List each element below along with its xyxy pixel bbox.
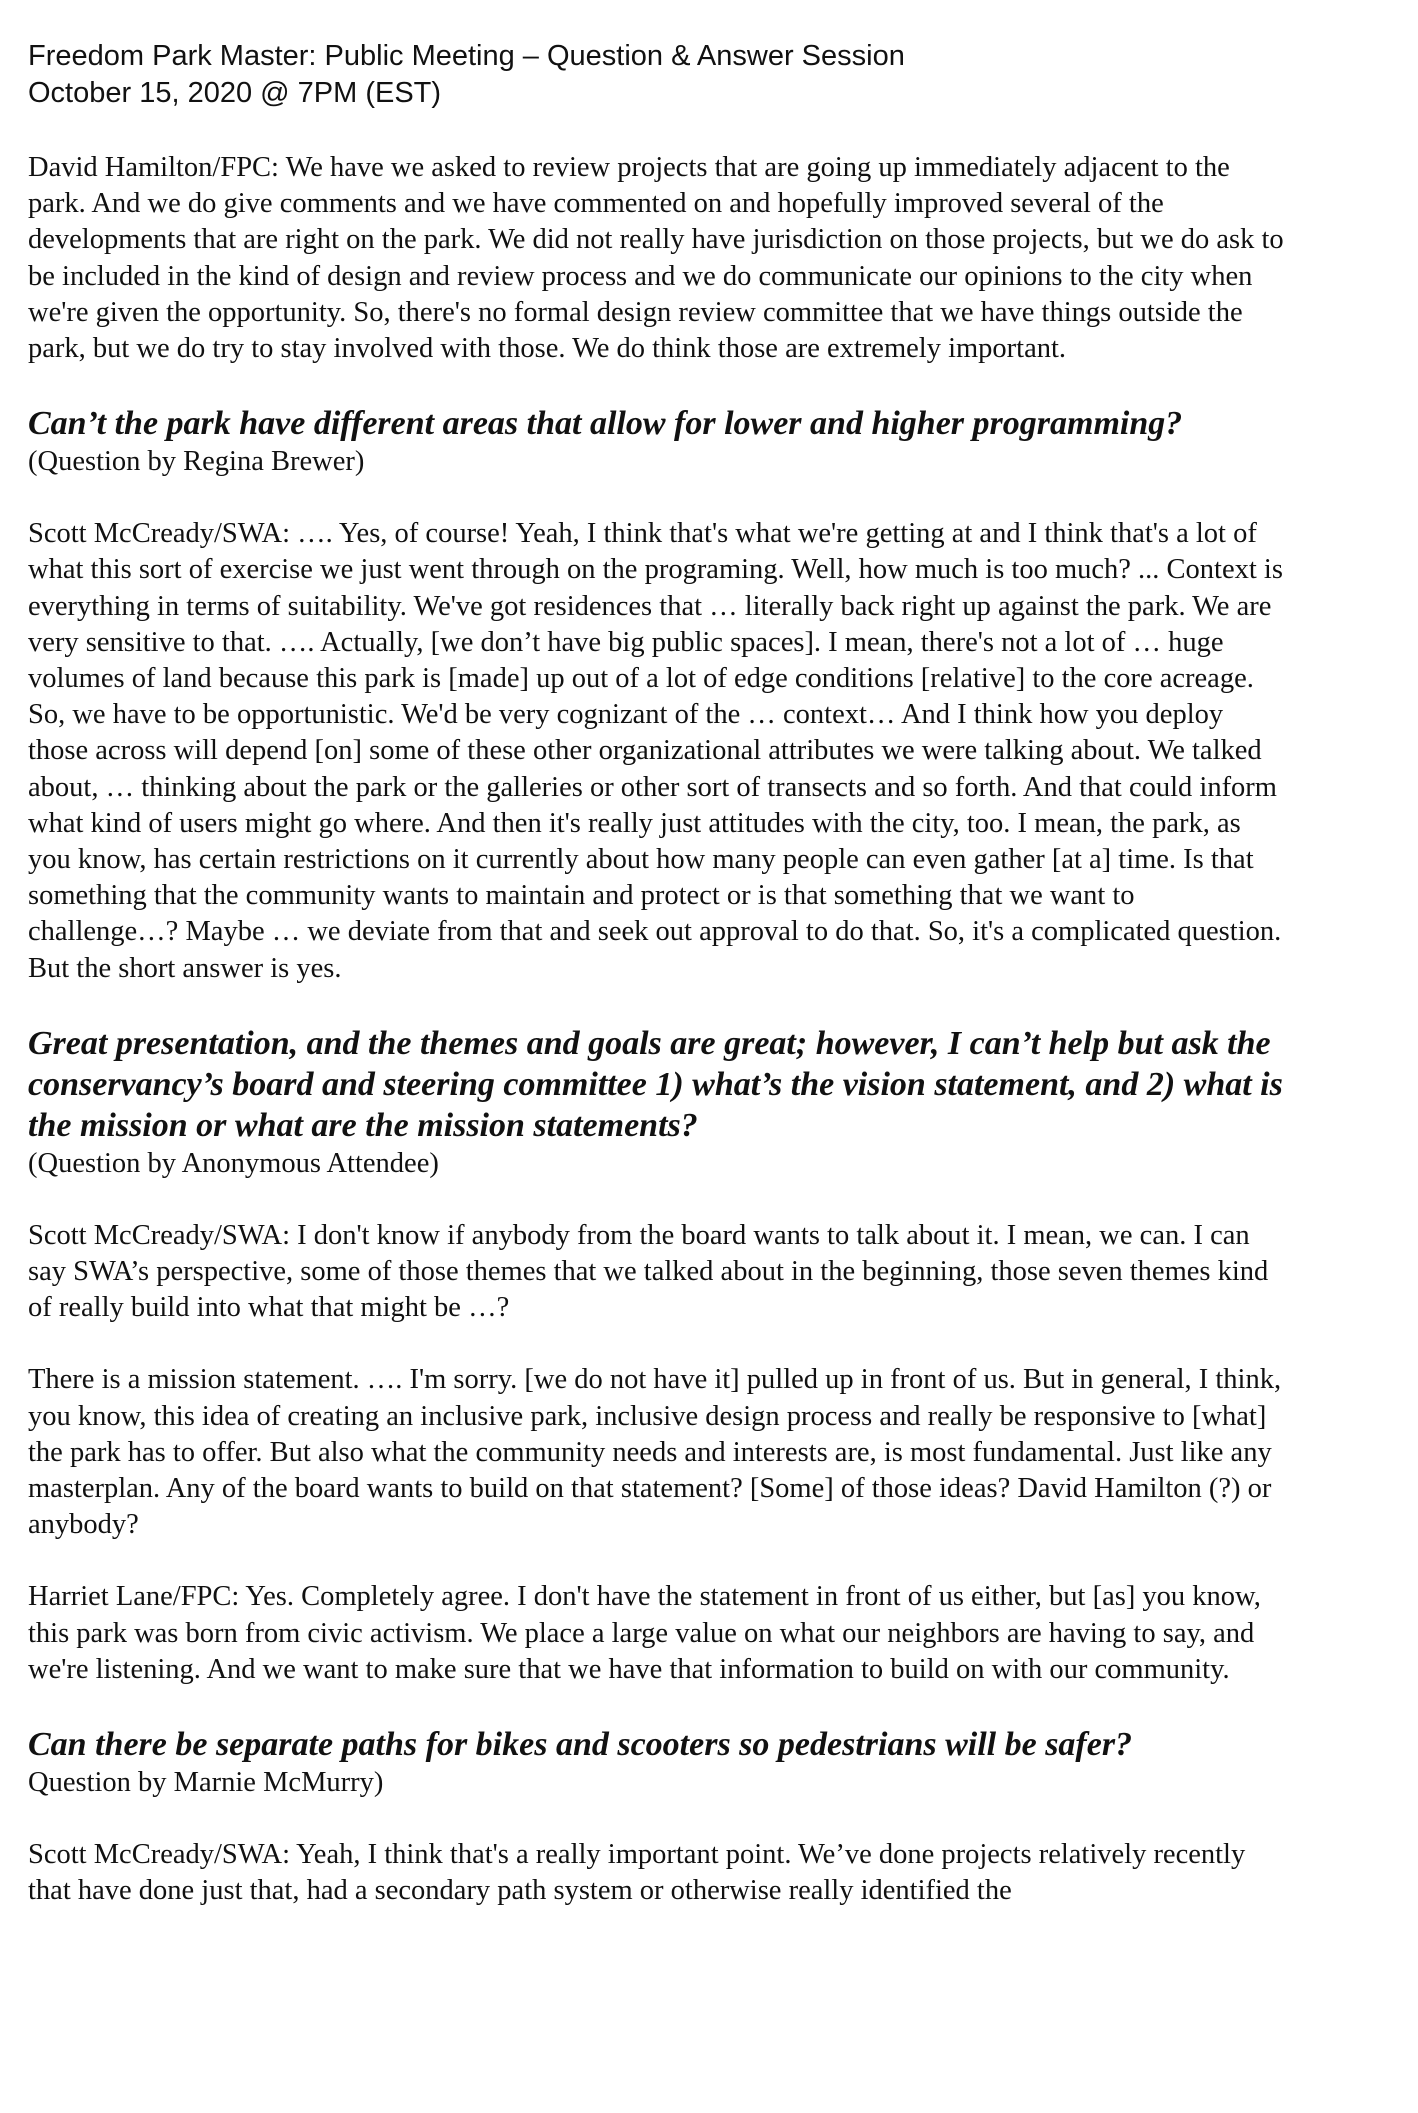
question-attribution: Question by Marnie McMurry)	[28, 1767, 384, 1799]
question-attribution: (Question by Regina Brewer)	[28, 446, 365, 478]
qa-section-3	[28, 1724, 1288, 1909]
answer-paragraph: Scott McCready/SWA: …. Yes, of course! Yeah, I think that's what we're getting at and I think that's a lot of what this sort of exercise we just went through on the programing. Well, how much is too much? ... Context is everything in terms of suitability. We've got residences that … literally back right up against the park. We are very sensitive to that. …. Actually, [we don’t have big public spaces]. I mean, there's not a lot of … huge volumes of land because this park is [made] up out of a lot of edge conditions [relative] to the core acreage. So, we have to be opportunistic. We'd be very cognizant of the … context… And I think how you deploy those across will depend [on] some of these other organizational attributes we were talking about. We talked about, … thinking about the park or the galleries or other sort of transects and so forth. And that could inform what kind of users might go where. And then it's really just attitudes with the city, too. I mean, the park, as you know, has certain restrictions on it currently about how many people can even gather [at a] time. Is that something that the community wants to maintain and protect or is that something that we want to challenge…? Maybe … we deviate from that and seek out approval to do that. So, it's a complicated question. But the short answer is yes.	[28, 518, 1283, 984]
meeting-date: October 15, 2020 @ 7PM (EST)	[28, 77, 442, 109]
qa-section-2	[28, 1023, 1288, 1688]
answer-paragraph: Harriet Lane/FPC: Yes. Completely agree. I don't have the statement in front of us either, but [as] you know, this park was born from civic activism. We place a large value on what our neighbors are having to say, and we're listening. And we want to make sure that we have that information to build on with our community.	[28, 1581, 1261, 1685]
document-title: Freedom Park Master: Public Meeting – Question & Answer Session	[28, 40, 905, 72]
answer-paragraph: Scott McCready/SWA: I don't know if anybody from the board wants to talk about it. I mean, we can. I can say SWA’s perspective, some of those themes that we talked about in the beginning, those seven themes kind of really build into what that might be …?	[28, 1219, 1269, 1324]
intro-paragraph: David Hamilton/FPC: We have we asked to review projects that are going up immediately adjacent to the park. And we do give comments and we have commented on and hopefully improved several of the developments that are right on the park. We did not really have jurisdiction on those projects, but we do ask to be included in the kind of design and review process and we do communicate our opinions to the city when we're given the opportunity. So, there's no formal design review committee that we have things outside the park, but we do try to stay involved with those. We do think those are extremely important.	[28, 152, 1284, 365]
answer-paragraph: Scott McCready/SWA: Yeah, I think that's a really important point. We’ve done projects relatively recently that have done just that, had a secondary path system or otherwise really identified the	[28, 1839, 1246, 1907]
answer-paragraph: There is a mission statement. …. I'm sorry. [we do not have it] pulled up in front of us. But in general, I think, you know, this idea of creating an inclusive park, inclusive design process and really be responsive to [what] the park has to offer. But also what the community needs and interests are, is most fundamental. Just like any masterplan. Any of the board wants to build on that statement? [Some] of those ideas? David Hamilton (?) or anybody?	[28, 1364, 1282, 1541]
question-attribution: (Question by Anonymous Attendee)	[28, 1147, 439, 1179]
question-heading: Can there be separate paths for bikes and scooters so pedestrians will be safer?	[28, 1726, 1133, 1764]
qa-section-1	[28, 403, 1288, 987]
document-header	[28, 38, 1288, 112]
question-heading: Can’t the park have different areas that allow for lower and higher programming?	[28, 405, 1183, 443]
question-heading: Great presentation, and the themes and goals are great; however, I can’t help but ask the conservancy’s board and steering committee 1) what’s the vision statement, and 2) what is the mission or what are the mission statements?	[28, 1024, 1283, 1144]
